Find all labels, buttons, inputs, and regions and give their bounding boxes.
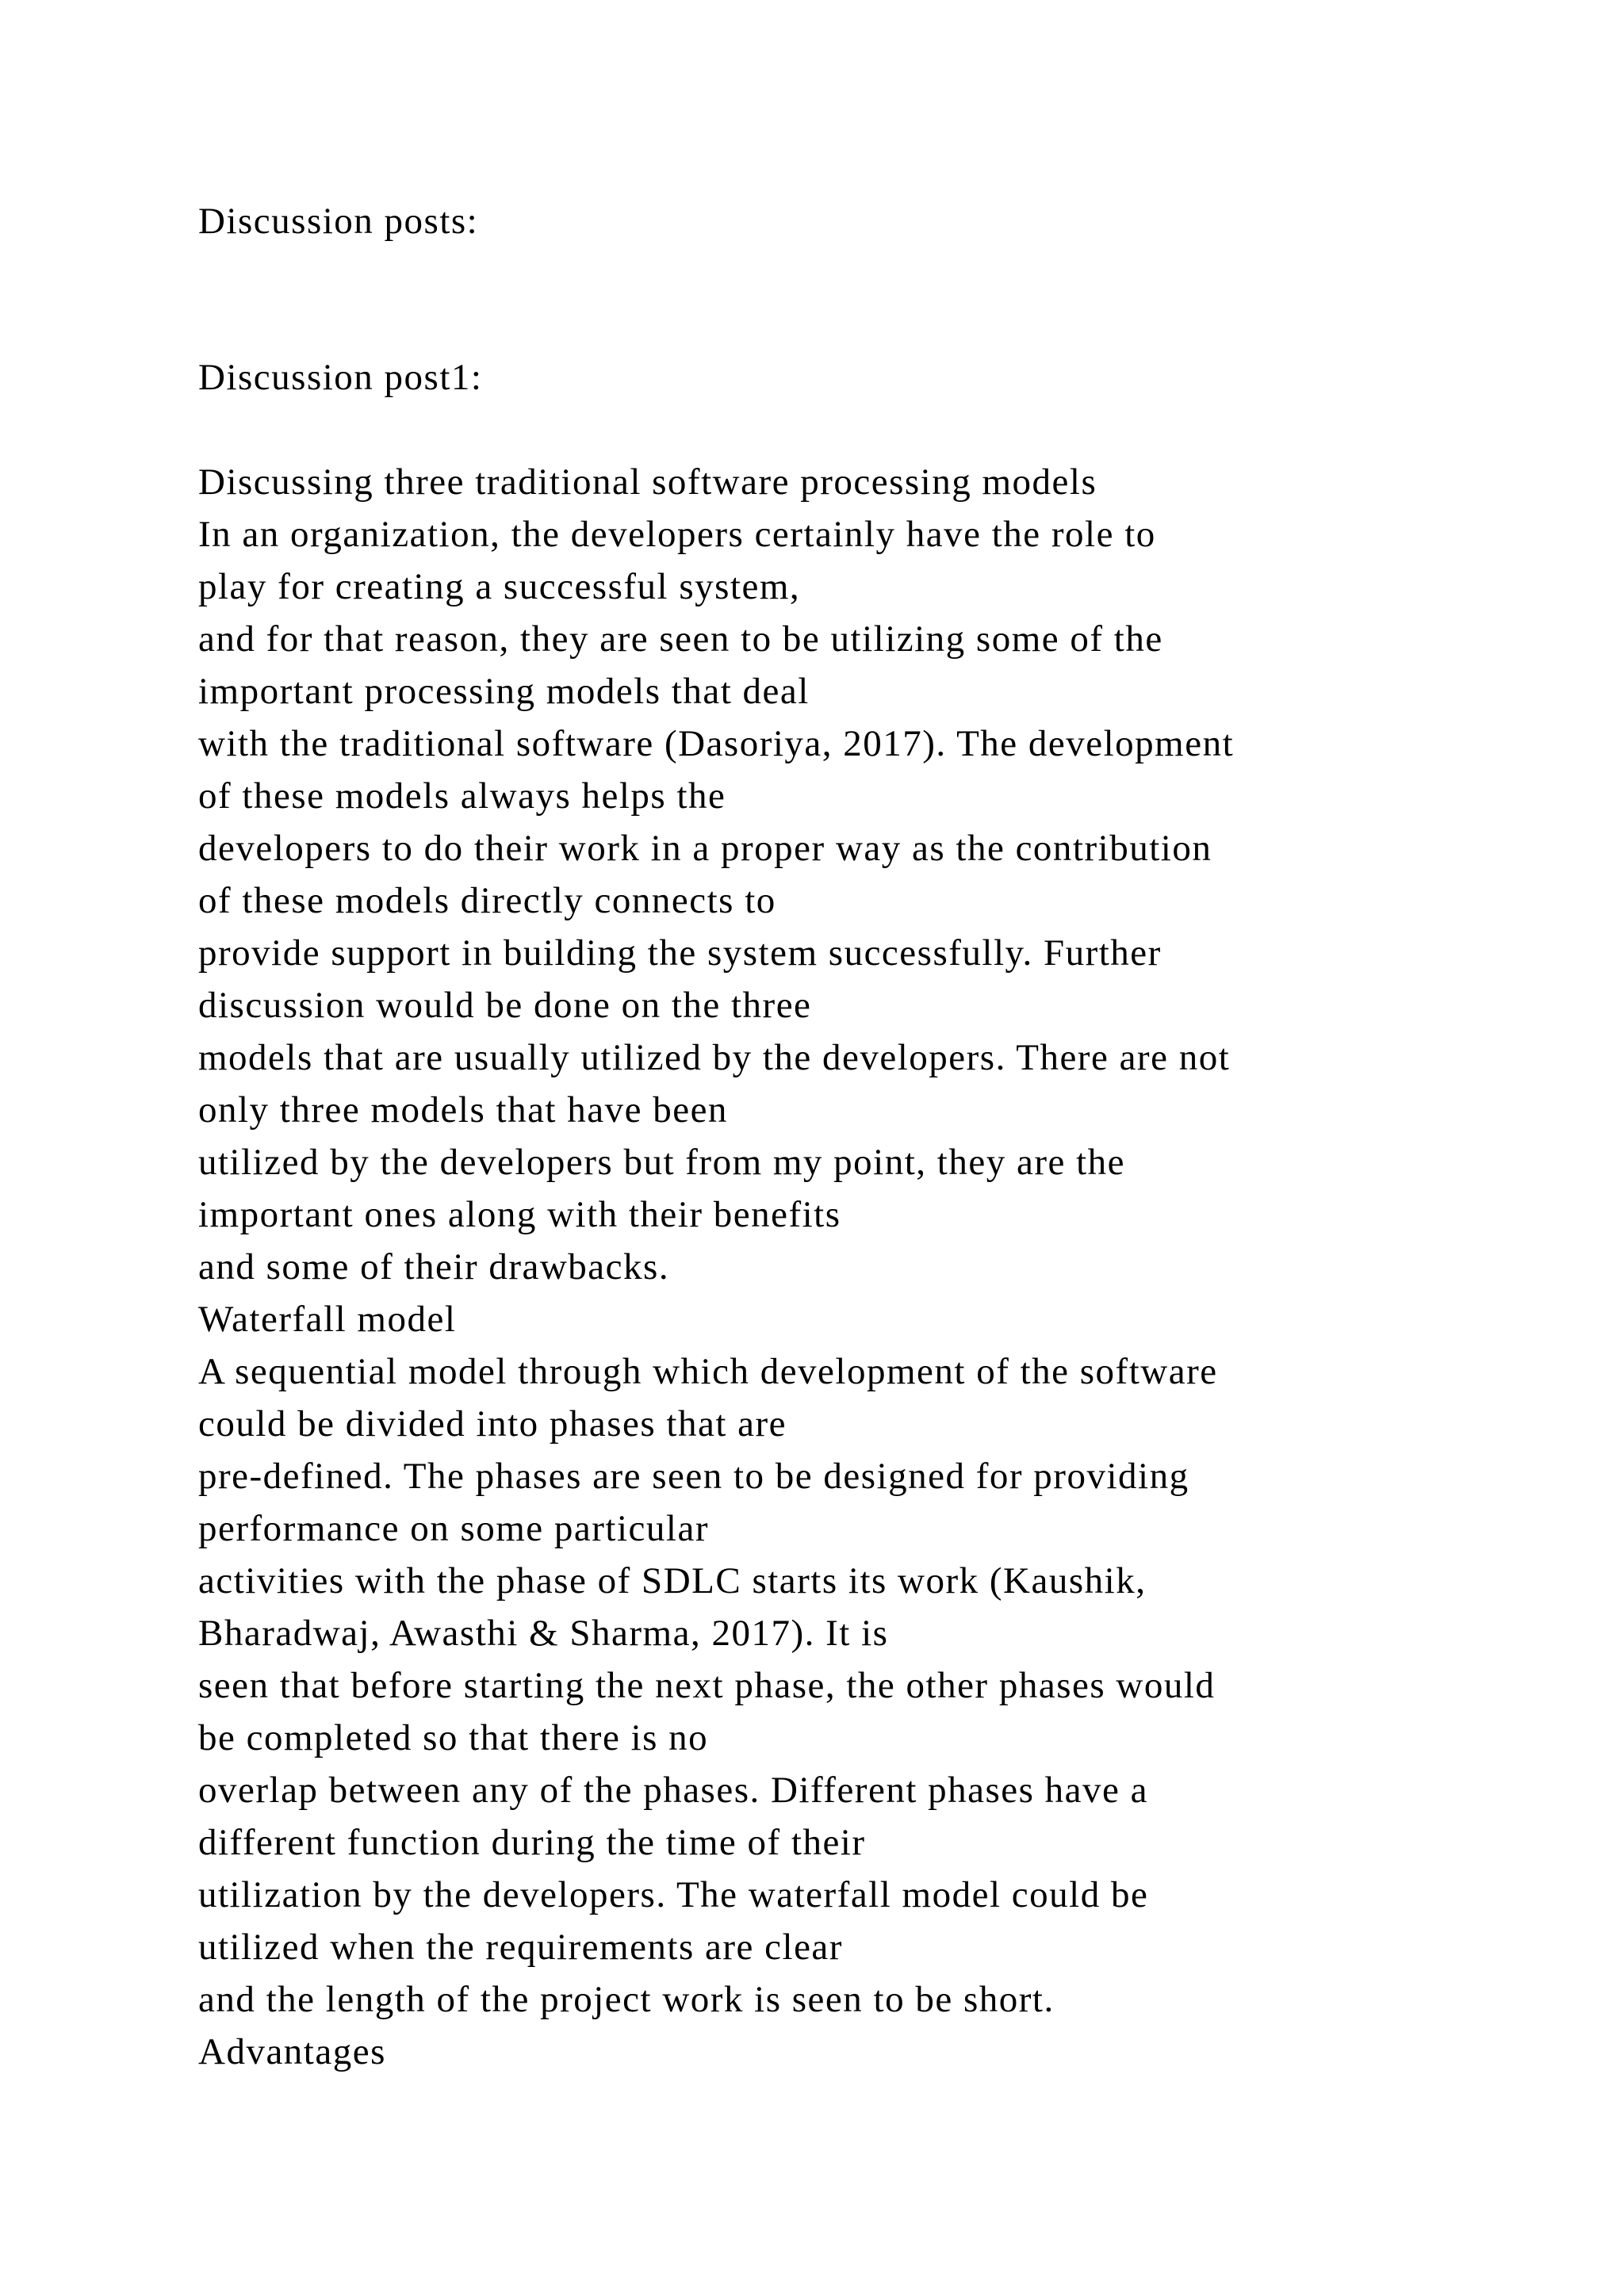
text-line: important ones along with their benefits (198, 1194, 841, 1235)
text-line: play for creating a successful system, (198, 566, 801, 607)
post-title: Discussion post1: (198, 357, 483, 398)
text-line: pre-defined. The phases are seen to be designed for providing (198, 1456, 1189, 1497)
text-line: performance on some particular (198, 1508, 709, 1549)
text-line: only three models that have been (198, 1089, 728, 1131)
text-line: and the length of the project work is seen to be short. (198, 1979, 1055, 2020)
text-line: models that are usually utilized by the developers. There are not (198, 1037, 1231, 1078)
text-line: A sequential model through which development of the software (198, 1351, 1218, 1392)
text-line: utilization by the developers. The waterfall model could be (198, 1874, 1149, 1915)
text-line: and some of their drawbacks. (198, 1246, 670, 1288)
text-line: activities with the phase of SDLC starts its work (Kaushik, (198, 1560, 1147, 1601)
document-heading: Discussion posts: (198, 201, 479, 242)
text-line: and for that reason, they are seen to be utilizing some of the (198, 618, 1163, 660)
section-heading: Advantages (198, 2031, 386, 2072)
text-line: with the traditional software (Dasoriya, 2017). The development (198, 723, 1235, 764)
text-line: be completed so that there is no (198, 1717, 709, 1758)
text-line: important processing models that deal (198, 671, 810, 712)
text-line: of these models directly connects to (198, 880, 776, 921)
text-line: different function during the time of their (198, 1822, 866, 1863)
text-line: Discussing three traditional software processing models (198, 461, 1097, 503)
text-line: developers to do their work in a proper way as the contribution (198, 828, 1212, 869)
text-line: utilized by the developers but from my point, they are the (198, 1142, 1126, 1183)
text-line: of these models always helps the (198, 775, 726, 817)
section-heading: Waterfall model (198, 1299, 457, 1340)
text-line: In an organization, the developers certainly have the role to (198, 514, 1156, 555)
text-line: Bharadwaj, Awasthi & Sharma, 2017). It is (198, 1613, 889, 1654)
text-line: provide support in building the system successfully. Further (198, 932, 1162, 974)
text-line: utilized when the requirements are clear (198, 1927, 843, 1968)
text-line: discussion would be done on the three (198, 985, 812, 1026)
text-line: seen that before starting the next phase, the other phases would (198, 1665, 1216, 1706)
text-line: overlap between any of the phases. Different phases have a (198, 1770, 1149, 1811)
text-line: could be divided into phases that are (198, 1403, 787, 1445)
